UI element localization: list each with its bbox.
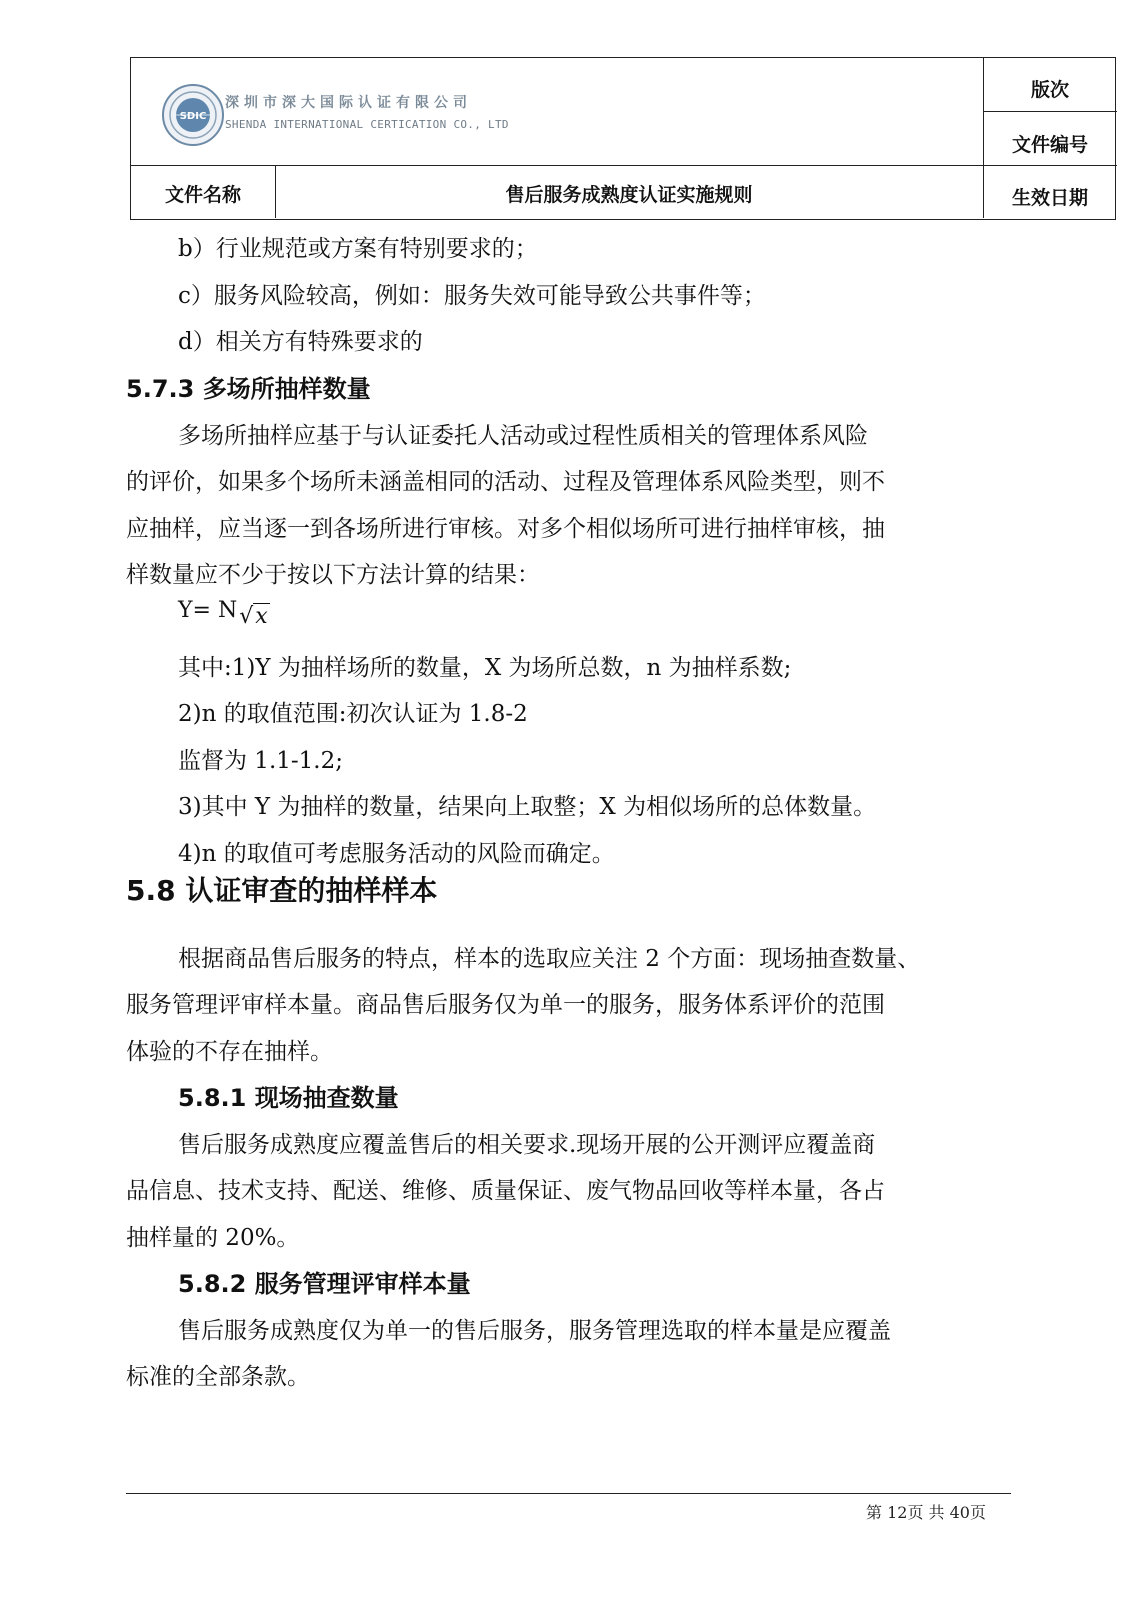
company-logo (161, 83, 225, 147)
version-label: 版次 (1030, 79, 1069, 101)
paragraph-line: 多场所抽样应基于与认证委托人活动或过程性质相关的管理体系风险 (178, 423, 868, 449)
paragraph-line: 售后服务成熟度仅为单一的售后服务，服务管理选取的样本量是应覆盖 (178, 1318, 891, 1344)
formula-explanation: 3)其中 Y 为抽样的数量，结果向上取整；X 为相似场所的总体数量。 (178, 794, 877, 820)
formula-explanation: 其中:1)Y 为抽样场所的数量，X 为场所总数，n 为抽样系数; (178, 655, 792, 681)
section-heading-5-8-1: 5.8.1 现场抽查数量 (178, 1084, 399, 1112)
section-heading-5-8-2: 5.8.2 服务管理评审样本量 (178, 1270, 471, 1298)
section-heading-5-7-3: 5.7.3 多场所抽样数量 (126, 375, 371, 403)
header-divider (983, 111, 1117, 112)
paragraph-line: 抽样量的 20%。 (126, 1225, 300, 1251)
formula-left: Y= N (178, 598, 238, 623)
company-name-en: SHENDA INTERNATIONAL CERTICATION CO., LTD (225, 118, 509, 131)
paragraph-line: 标准的全部条款。 (126, 1364, 310, 1390)
effective-date-label: 生效日期 (1011, 187, 1088, 209)
paragraph-line: 应抽样，应当逐一到各场所进行审核。对多个相似场所可进行抽样审核，抽 (126, 516, 885, 542)
list-item-d: d）相关方有特殊要求的 (178, 329, 423, 355)
file-name-label: 文件名称 (164, 184, 241, 206)
section-heading-5-8: 5.8 认证审查的抽样样本 (126, 874, 438, 907)
paragraph-line: 服务管理评审样本量。商品售后服务仅为单一的服务，服务体系评价的范围 (126, 992, 885, 1018)
formula-radicand: x (255, 604, 268, 629)
paragraph-line: 样数量应不少于按以下方法计算的结果： (126, 562, 540, 588)
list-item-c: c）服务风险较高，例如：服务失效可能导致公共事件等； (178, 283, 766, 309)
footer-rule (126, 1493, 1011, 1494)
logo-text: SDIC (179, 111, 207, 122)
paragraph-line: 根据商品售后服务的特点，样本的选取应关注 2 个方面：现场抽查数量、 (178, 946, 921, 972)
paragraph-line: 售后服务成熟度应覆盖售后的相关要求.现场开展的公开测评应覆盖商 (178, 1132, 876, 1158)
formula-explanation: 监督为 1.1-1.2; (178, 748, 343, 774)
list-item-b: b）行业规范或方案有特别要求的； (178, 236, 538, 262)
doc-number-label: 文件编号 (1011, 134, 1088, 156)
paragraph-line: 的评价，如果多个场所未涵盖相同的活动、过程及管理体系风险类型，则不 (126, 469, 885, 495)
file-name-value: 售后服务成熟度认证实施规则 (505, 184, 753, 206)
paragraph-line: 体验的不存在抽样。 (126, 1039, 333, 1065)
page-number: 第 12页 共 40页 (866, 1503, 986, 1522)
square-root: √x (239, 604, 268, 629)
sampling-formula (178, 598, 270, 629)
paragraph-line: 品信息、技术支持、配送、维修、质量保证、废气物品回收等样本量，各占 (126, 1178, 885, 1204)
formula-explanation: 4)n 的取值可考虑服务活动的风险而确定。 (178, 841, 615, 867)
company-name-cn: 深圳市深大国际认证有限公司 (225, 95, 472, 111)
formula-explanation: 2)n 的取值范围:初次认证为 1.8-2 (178, 701, 528, 727)
document-header-table (130, 57, 1116, 220)
header-divider (131, 165, 1117, 166)
